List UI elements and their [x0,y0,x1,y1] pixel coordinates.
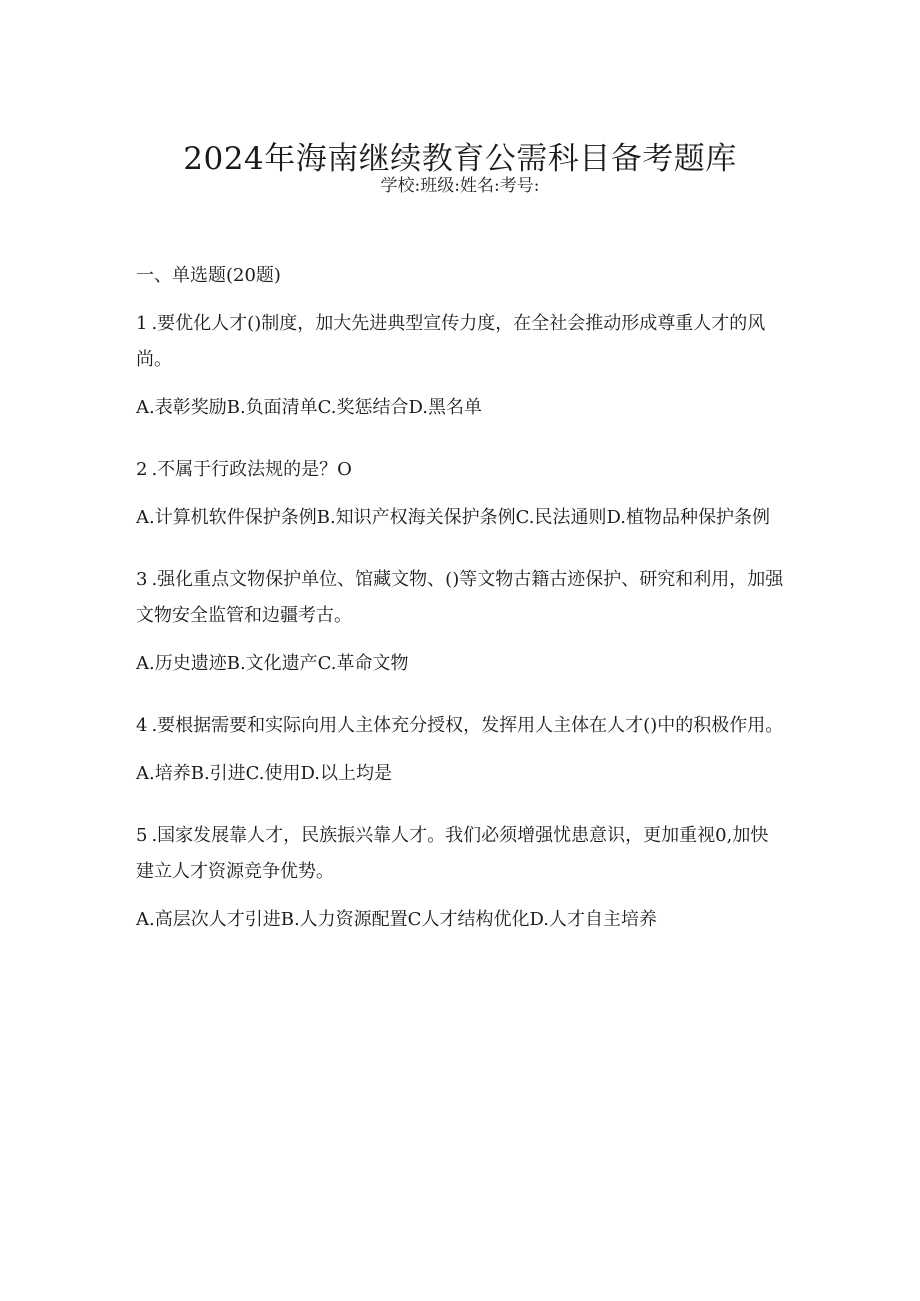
question-text [136,562,786,634]
question-stem: .要优化人才()制度，加大先进典型宣传力度，在全社会推动形成尊重人才的风尚。 [136,313,766,370]
question-stem: .国家发展靠人才，民族振兴靠人才。我们必须增强忧患意识，更加重视0,加快建立人才资源竞争优势。 [136,825,769,882]
question-item [136,562,786,682]
question-text [136,708,786,744]
question-number: 1 [136,313,148,334]
question-item [136,708,786,792]
question-stem: .要根据需要和实际向用人主体充分授权，发挥用人主体在人才()中的积极作用。 [151,715,784,736]
question-options: A.历史遗迹B.文化遗产C.革命文物 [136,653,409,674]
question-item [136,818,786,938]
question-number: 3 [136,569,148,590]
page-title: 2024年海南继续教育公需科目备考题库 [183,140,737,177]
question-text [136,818,786,890]
question-options: A.计算机软件保护条例B.知识产权海关保护条例C.民法通则D.植物品种保护条例 [136,507,771,528]
question-list [136,258,786,964]
question-options: A.高层次人才引进B.人力资源配置C人才结构优化D.人才自主培养 [136,909,657,930]
question-number: 4 [136,715,148,736]
student-info-line: 学校:班级:姓名:考号: [380,176,540,196]
question-stem: .不属于行政法规的是？O [151,459,352,480]
question-stem: .强化重点文物保护单位、馆藏文物、()等文物古籍古迹保护、研究和利用，加强文物安全监管和边疆考古。 [136,569,784,626]
question-text [136,452,786,488]
section-title: 一、单选题(20题) [136,265,281,286]
question-options: A.培养B.引进C.使用D.以上均是 [136,763,393,784]
question-item [136,306,786,426]
question-options: A.表彰奖励B.负面清单C.奖惩结合D.黑名单 [136,397,483,418]
question-text [136,306,786,378]
question-item [136,452,786,536]
question-number: 2 [136,459,148,480]
question-number: 5 [136,825,148,846]
